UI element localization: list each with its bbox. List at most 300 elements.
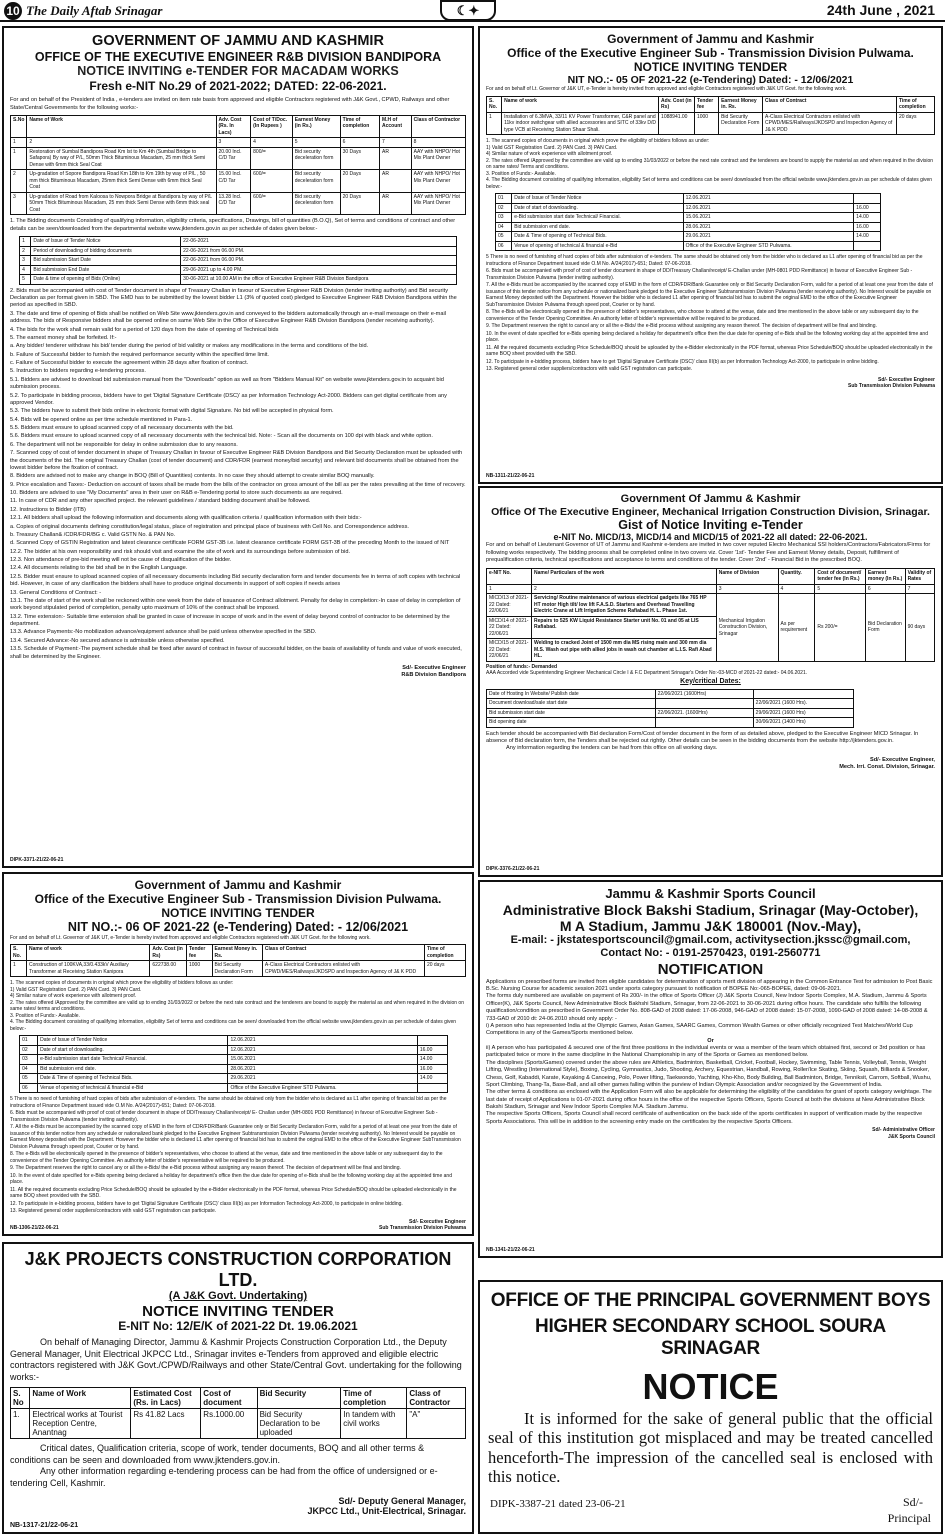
eligibility-item: 2. The rates offered /Approved by the committee are valid up to ending 31/03/2022 or before the next rate contract and the tenderers are bound to supply the material as and when required in the division on same rates/ terms and conditions. [10, 999, 464, 1013]
table-cell: AR [379, 147, 411, 170]
work-cell: Welding to cracked Joint of 1500 mm dia MS rising main and 300 mm dia M.S. Wash out pipe with allied jobs in wash out chamber at L.I.S. Rafi Abad HL. [532, 639, 717, 662]
table-cell: 2 [11, 170, 27, 193]
nit-number: NIT NO.:- 05 OF 2021-22 (e-Tendering) Dated: - 12/06/2021 [567, 74, 854, 87]
condition-item: 12. Instructions to Bidder (ITB) [10, 506, 86, 513]
condition-item: a. Any bidder/ tenderer withdraw his bid/ tender during the period of bid validity or makes any modifications in the terms and conditions of the bid. [10, 343, 369, 350]
column-number: 3 [216, 138, 251, 148]
condition-item: 7. All the e-Bids must be accompanied by the scanned copy of EMD in the form of CDR/FDR/Bank Guarantee only or Bid Security Declaration Form, valid for a period of at least one year from the date of issuance of this tender notice from any schedule or nationalized bank pledged to the Executive Engineer Subtransmission Division Pulwama (tender receiving authority). No Interest would be payable on Earnest Money deposited with the Department. However the bidder who is declared L1 after opening of financial bid has to submit the original EMD to the office of the Executive Engineer SubTransmission Division Pulwama through speed post, Courier or by hand. [486, 282, 933, 308]
condition-item: 5.3. The bidders have to submit their bids online in electronic format with digital Signature. No bid will be accepted in physical form. [10, 408, 334, 415]
condition-item: 13.2. Time extension:- Suitable time extension shall be granted in case of increase in scope of work and in the event of delay beyond control of contractor to be determined by the department. [10, 613, 450, 628]
column-header: Adv. Cost (in Rs) [150, 945, 187, 961]
table-cell: 1000 [694, 112, 718, 135]
condition-item: 13.1. The date of start of the work shall be reckoned within one week from the date of issuance of Contract allotment. Penalty for delay in completion:-In case of delay in completion of work beyond stipulated period of completion, penalty upto maximum of 10% of the contract shall be imposed. [10, 597, 461, 612]
column-header: S. No. [11, 945, 27, 961]
schedule-cell: Date of Issue of Tender Notice [512, 194, 683, 204]
enit-cell: MICD/13 of 2021-22 Dated: 22/06/21 [487, 594, 532, 617]
table-cell: 20 days [424, 961, 465, 977]
shared-cell: 90 days [905, 594, 934, 662]
notice-title: Government Of Jammu & Kashmir [620, 493, 801, 505]
table-cell: Rs 41.82 Lacs [131, 1408, 201, 1438]
key-date-cell: Bid submission start date [487, 708, 656, 718]
notice-school-seal [478, 1280, 943, 1534]
column-header: Name of Division [716, 568, 778, 584]
key-date-cell: Bid opening date [487, 718, 656, 728]
signature-office: JKPCC Ltd., Unit-Electrical, Srinagar. [307, 1505, 466, 1516]
notice-std-pulwama-05 [478, 26, 943, 484]
masthead-logo-icon: ☾✦ [440, 0, 496, 21]
schedule-cell: Date of Issue of Tender Notice [38, 1036, 228, 1046]
table-cell: Bid security deceleration form [292, 147, 340, 170]
schedule-cell: 12.06.2021 [683, 203, 854, 213]
condition-item: 5.4. Bids will be opened online as per time schedule mentioned in Para-1. [10, 416, 193, 423]
column-number: 1 [11, 138, 27, 148]
condition-item: 8. The e-Bids will be electronically opened in the presence of bidder's representatives, who choose to attend at the venue, date and time mentioned in the above table or any subsequent day to the convenience of the Tender Opening Committee. An authority letter of bidder's representative will be required to be produced. [486, 309, 919, 322]
schedule-table [495, 193, 881, 251]
notice-heading: Gist of Notice Inviting e-Tender [618, 517, 803, 532]
page-header [0, 0, 945, 22]
column-number: 4 [778, 584, 815, 594]
nit-number: NIT NO.:- 06 OF 2021-22 (e-Tendering) Dated: - 12/06/2021 [67, 920, 409, 935]
table-cell: Bid Security Declaration to be uploaded [257, 1408, 341, 1438]
table-row [11, 170, 466, 193]
condition-item: 8. Bidders are advised not to make any change in BOQ (Bill of Quantities) contents. In no case they should attempt to create similar BOQ manually. [10, 473, 375, 480]
schedule-cell: 30-06-2021 at 10.00 AM in the office of Executive Engineer R&B Division Bandipora [181, 275, 457, 285]
condition-item: b. Treasury Challan& /CDR/FDR/BG c. Valid GSTN No. & PAN No. [10, 531, 176, 538]
table-cell: 20 Days [340, 192, 379, 215]
table-cell: 622738.00 [150, 961, 187, 977]
column-header: Cost of document [201, 1387, 257, 1408]
key-date-cell: 22/06/2021 (1600Hrs) [655, 689, 753, 699]
notice-intro: For and on behalf of Lieutenant Governor of UT of Jammu and Kashmir e-tenders are invited in two cover reputed Electro Mechanical SSI holders/Contractors/Fabricators/Firms for following works respectively. The bidding process shall be completed online in two covers viz. Cover '1st'- Tender Fee and Earnest Money details, Deposit, fulfillment of prequalification criteria, technical specifications and acceptance to terms and conditions of the tender. Cover '2nd' - Financial Bid in the prescribed BOQ. [486, 542, 931, 564]
table-cell: 1 [487, 112, 502, 135]
condition-item: 7. Scanned copy of cost of tender document in shape of Treasury Challan in favour of Executive Engineer R&B Division Bandipora and Bid Security Declaration must be uploaded with the documents of the bid. The original Treasury Challan (cost of tender document) and CDR/FDR (earnest money/bid security) and relevant bid documents shall be obtained from the lowest bidder before the fixation of contract. [10, 450, 463, 471]
table-cell: 600/= [251, 170, 293, 193]
schedule-cell: 01 [495, 194, 511, 204]
schedule-cell [417, 1036, 447, 1046]
table-cell: 13.28 Incl. C/D Tar [216, 192, 251, 215]
table-cell: AR [379, 170, 411, 193]
table-cell: 30 Days [340, 147, 379, 170]
condition-item: 12.4. All documents relating to the bid shall be in the English Language. [10, 565, 188, 572]
table-cell: AR [379, 192, 411, 215]
table-cell: 1. [11, 1408, 30, 1438]
conditions-list [10, 288, 466, 661]
key-date-cell [753, 689, 854, 699]
condition-item: 2. Bids must be accompanied with cost of Tender document in shape of Treasury Challan in favour of Executive Engineer R&B Division (tender inviting authority) and Bid security Declaration as per format given in SBD. The EMD has to be submitted by the lowest bidder L1 (3% of quoted cost) pledged to Executive Engineer R&B Division Bandipora within the period as specified in SBD. [10, 287, 457, 309]
para-6: The other terms & conditions as enclosed with the Application Form will also be applicable for determining the eligibility of the candidates for grant of sports category weightage. The last date of receipt of Applications is 01-07-2021 during office hours in the office of the respective Sports Officers, Sports Council at both the divisions at New Administrative Block Bakshi Stadium, Srinagar and New Indoor Sports Complex M.A. Stadium Jammu. [486, 1089, 932, 1111]
table-cell: Electrical works at Tourist Reception Centre, Anantnag [30, 1408, 131, 1438]
school-title-2: HIGHER SECONDARY SCHOOL SOURA SRINAGAR [535, 1315, 886, 1359]
condition-item: 13. General Conditions of Contract: - [10, 589, 102, 596]
signature-office: Sub Transmission Division Pulwama [379, 1225, 466, 1232]
schedule-cell: 3 [20, 256, 31, 266]
schedule-cell [854, 194, 881, 204]
condition-item: 9. Price escalation and Taxes:- Deduction on account of taxes shall be made from the bills of the contractor on gross amount of the bill as per the rates prevailing at the time of recovery. [10, 481, 466, 488]
schedule-cell: 4 [20, 265, 31, 275]
notice-intro: For and on behalf of Lt. Governor of J&K UT, e-Tender is hereby invited from approved and eligible Contractors registered with J&K UT Govt. for the following work. [10, 934, 371, 941]
schedule-cell: 16.00 [417, 1045, 447, 1055]
column-number: 2 [532, 584, 717, 594]
schedule-cell: 12.06.2021 [683, 194, 854, 204]
table-cell: 3 [11, 192, 27, 215]
column-header: Class of Contract [262, 945, 424, 961]
table-cell: 800/= [251, 147, 293, 170]
schedule-cell: Period of downloading of bidding documents [31, 246, 181, 256]
reference-number: DIPK-3387-21 dated 23-06-21 [490, 1498, 626, 1510]
notice-heading: NOTICE [642, 1365, 779, 1407]
schedule-row [495, 213, 880, 223]
table-cell: 20.00 Incl. C/D Tar [216, 147, 251, 170]
info-para: Any other information regarding e-tendering process can be had from the office of undersigned or e-tendering Cell, Kashmir. [10, 1466, 438, 1488]
schedule-row [20, 256, 457, 266]
schedule-cell: Bid submission end date. [512, 222, 683, 232]
table-cell: A-Class Electrical Contractors enlisted with CPWD/MES/Railways/JKDSPD and Inspection Agency of J& K PDD [262, 961, 424, 977]
schedule-row [20, 1055, 448, 1065]
newspaper-name: The Daily Aftab Srinagar [26, 3, 163, 18]
table-cell: Restoration of Sumbal Bandipora Road Km Ist to Km 4th (Sumbal Bridge to Safapora) By way of P/L, 50mm Thick Bituminous Macadam, 25 mm thick Semi Dense with 6mm thick Seal Coat [27, 147, 216, 170]
schedule-row [20, 1036, 448, 1046]
signature-title: Sd/- Executive Engineer [409, 1218, 466, 1225]
table-cell: AAY with NHPO/ Hot Mix Plant Owner [411, 147, 465, 170]
para-5: The disciplines (Sports/Games) covered under the above rules are Athletics, Badminton, Basketball, Cricket, Football, Hockey, Swimming, Table Tennis, Volleyball, Tennis, Weight Lifting, Wrestling (International Style), Boxing, Cycling, Gymnastics, Judo, Shooting, Archery, Equestrian, Handball, Rowing, Roller/Ice Skating, Skiing, Squash, Billiards & Snooker, Chess, Golf, Kabaddi, Karate, Kayaking & Canoeing, Polo, Power lifting, Taekwondo, Yachting, Kho-Kho, Body Building, Ball Badminton, Bridge, Tenniksit, Carrom, Softball, Wushu, Sport Climbing, Thang-Ta, Base-Ball, and all other games falling within the purview of Indian Olympic Association and/or recognized by the Government of India. [486, 1059, 932, 1088]
condition-item: 5. The earnest money shall be forfeited. If:- [10, 334, 117, 341]
table-cell: 20 days [896, 112, 934, 135]
notice-office: OFFICE OF THE EXECUTIVE ENGINEER R&B DIVISION BANDIPORA [34, 49, 442, 64]
reference-number: NB-1317-21/22-06-21 [10, 1522, 79, 1529]
work-table [486, 96, 935, 136]
column-header: Class of Contractor [411, 115, 465, 138]
column-header: Validity of Rates [905, 568, 934, 584]
column-number: 1 [487, 584, 532, 594]
info-para: Any information regarding the tenders can be had from this office on all working days. [506, 745, 718, 752]
column-header: S. No [11, 1387, 30, 1408]
table-cell: Installation of 6.3MVA, 33/11 KV Power Transformer, C&R panel and 11kv indoor switchgear with allied accessories and SITC of 33kv D/D type VCB at Receiving Station Shaar Shali. [502, 112, 659, 135]
table-cell: 1088941.00 [659, 112, 695, 135]
signature-office: R&B Division Bandipora [401, 672, 466, 679]
eligibility-item: 3. Position of Funds:- Available. [486, 170, 556, 177]
conditions-list [486, 254, 935, 373]
column-number: 8 [411, 138, 465, 148]
work-table [10, 944, 466, 977]
table-cell: 1 [11, 147, 27, 170]
schedule-cell: 06 [495, 241, 511, 251]
column-header: Quantity. [778, 568, 815, 584]
condition-item: 5.1. Bidders are advised to download bid submission manual from the "Downloads" option as well as from "Bidders Manual Kit" on website www.jktenders.gov.in to acquaint bid submission process. [10, 376, 444, 391]
schedule-cell: 29.06.2021 [228, 1074, 417, 1084]
column-number: 7 [379, 138, 411, 148]
schedule-cell: Venue of opening of technical & financial e-Bid [38, 1083, 228, 1093]
key-dates-table [486, 689, 854, 728]
condition-item: 13. Registered general order suppliers/contractors with valid GST registration can participate. [10, 1208, 217, 1215]
enit-cell: MICD/15 of 2021-22 Dated: 22/06/21 [487, 639, 532, 662]
schedule-cell: 03 [20, 1055, 38, 1065]
schedule-cell: Bid submission Start Date [31, 256, 181, 266]
condition-item: 9. The Department reserves the right to cancel any or all the e-Bids/ the e-Bid process without assigning any reason thereof. The decision of department will be final and binding. [10, 1165, 401, 1172]
shared-cell: Bid Declaration Form [865, 594, 905, 662]
schedule-cell: e-Bid submission start date Technical/ Financial. [512, 213, 683, 223]
schedule-cell: Date & Time of opening of Technical Bids. [512, 232, 683, 242]
column-number: 5 [815, 584, 866, 594]
notice-heading: NOTICE INVITING TENDER [142, 1303, 334, 1321]
schedule-row [20, 1045, 448, 1055]
council-contact: Contact No: - 0191-2570423, 0191-2560771 [600, 946, 821, 959]
condition-item: 4. The bids for the work shall remain valid for a period of 120 days from the date of opening of Technical bids [10, 326, 279, 333]
schedule-cell: 04 [495, 222, 511, 232]
notice-body: It is informed for the sake of general public that the official seal of this institution got misplaced and may be treated cancelled henceforth-The impression of the cancelled seal is enclosed with this notice. [488, 1408, 933, 1487]
schedule-cell: 14.00 [854, 213, 881, 223]
eligibility-item: 1. The scanned copies of documents in original which prove the eligibility of bidders follows as under: [486, 138, 710, 145]
reference-number: NB-1306-21/22-06-21 [10, 1224, 59, 1231]
eligibility-item: 4. The Bidding document consisting of qualifying information, eligibility Set of terms and conditions can be seen/ downloaded from the official website www.jktenders.gov.in as per schedule of dates given below:- [10, 1019, 457, 1032]
schedule-cell: 28.06.2021 [228, 1064, 417, 1074]
column-header: S.No [11, 115, 27, 138]
condition-item: d. Scanned Copy of GSTIN Registration and latest clearance certificate FORM GST-3B i.e. latest clearance certificate FORM GST-3B of the preceding Month to the issued of NIT [10, 540, 450, 547]
signature-mark: Sd/- [902, 1495, 923, 1509]
column-header: Tender fee [186, 945, 212, 961]
reference-number: NB-1341-21/22-06-21 [486, 1246, 535, 1253]
schedule-cell: 05 [20, 1074, 38, 1084]
signature-office: J&K Sports Council [888, 1133, 935, 1140]
schedule-cell: 22-06-2021 from 06.00 PM. [181, 246, 457, 256]
eligibility-item: 1. The scanned copies of documents in original which prove the eligibility of bidders follows as under: [10, 980, 234, 987]
schedule-row [495, 241, 880, 251]
notice-intro: For and on behalf of Lt. Governor of J&K UT, e-Tender is hereby invited from approved and eligible Contractors registered with J&K UT Govt. for the following work. [486, 86, 847, 93]
schedule-cell: 14.00 [417, 1055, 447, 1065]
schedule-row [20, 265, 457, 275]
table-cell: AAY with NHPO/ Hot Mix Plant Owner [411, 170, 465, 193]
table-row [487, 594, 935, 617]
notice-heading: NOTICE INVITING e-TENDER FOR MACADAM WORKS [77, 64, 399, 79]
corporation-name: J&K PROJECTS CONSTRUCTION CORPORATION LTD. [24, 1249, 452, 1290]
column-header: Tender fee [694, 96, 718, 112]
column-header: S. No. [487, 96, 502, 112]
or-separator: Or [707, 1037, 714, 1044]
condition-item: 6. Bids must be accompanied with proof of cost of tender document in shape of DD/Treasury Challan/receipt/ E- Challan under (MH-0801 PDD Remittance) in favour of Executive Engineer Sub - Transmission Division Pulwama (tender inviting authority). [10, 1110, 438, 1123]
schedule-cell: 02 [20, 1045, 38, 1055]
schedule-cell: Date of start of downloading. [38, 1045, 228, 1055]
notice-heading: NOTICE INVITING TENDER [161, 905, 315, 920]
condition-item: 5.6. Bidders must ensure to upload scanned copy of all necessary documents with the technical bid. Note: - Scan all the documents on 100 dpi with black and white option. [10, 433, 433, 440]
notice-jkpcc [2, 1242, 474, 1534]
notice-sports-council [478, 880, 943, 1258]
table-cell: 600/= [251, 192, 293, 215]
key-date-cell [655, 718, 753, 728]
conditions-list [10, 1096, 466, 1215]
condition-item: 10. In the event of date specified for e-Bids opening being declared a holiday for department's office then the due date for opening of e-Bids shall be the following working day at the appointed time and place. [10, 1172, 452, 1186]
schedule-row [495, 232, 880, 242]
table-cell: 1 [11, 961, 27, 977]
condition-item: 12.5. Bidder must ensure to upload scanned copies of all necessary documents including Bid security declaration form and tender documents fee in terms of soft copies with technical bid. However, in case of any clarification the bidders shall have to produce original documents in support of soft copies if needs arises [10, 573, 461, 588]
schedule-row [20, 237, 457, 247]
council-address-2: M A Stadium, Jammu J&K 180001 (Nov.-May), [559, 918, 862, 935]
eligibility-item: 3. Position of Funds:- Available. [10, 1012, 80, 1019]
condition-item: a. Copies of original documents defining constitution/legal status, place of registration and principal place of business with Cell No. and Correspondence address. [10, 523, 409, 530]
condition-item: 11. All the required documents excluding Price Schedule/BOQ should be uploaded by the e-Bidder electronically in the PDF format, whereas Price Schedule/BOQ should be uploaded electronically in the same BOQ sheet provided with the SBD. [10, 1186, 457, 1200]
key-date-row [487, 689, 854, 699]
work-cell: Servicing/ Routine maintenance of various electrical gadgets like 765 HP HT motor High tilt/ low lift F.A.S.D. Starters and Overhead Travelling Electric Crane at Lift Irrigation Scheme Rafiabad H. L. Phase 1st. [532, 594, 717, 617]
enit-number: E-NIT No: 12/E/K of 2021-22 Dt. 19.06.2021 [118, 1319, 358, 1334]
schedule-cell: 12.06.2021 [228, 1036, 417, 1046]
notice-office: Office of the Executive Engineer Sub - Transmission Division Pulwama. [34, 891, 442, 906]
para-7: The respective Sports Officers, Sports Council shall record certificate of authentication on the back side of the sports certificates in support of verification made by the respective Sports Associations. This will be in addition to the screening entry made on the certificates by the respective Sports Officers. [486, 1111, 923, 1125]
notice-heading: NOTIFICATION [657, 961, 764, 979]
schedule-row [20, 1083, 448, 1093]
schedule-row [20, 1074, 448, 1084]
condition-item: 5.2. To participate in bidding process, bidders have to get 'Digital Signature Certificate (DSC)' as per Information Technology Act-2000. Bidders can get digital certificate from any approved Vendor. [10, 392, 447, 406]
condition-item: 11. All the required documents excluding Price Schedule/BOQ should be uploaded by the e-Bidder electronically in the PDF format, whereas Price Schedule/BOQ should be uploaded electronically in the same BOQ sheet provided with the SBD. [486, 344, 933, 358]
column-header: Earnest Money in. Rs. [212, 945, 262, 961]
column-number: 7 [905, 584, 934, 594]
condition-item: 5. Instruction to bidders regarding e-tendering process. [10, 368, 146, 375]
column-number: 6 [340, 138, 379, 148]
reference-number: DIPK-3376-21/22-06-21 [486, 865, 540, 872]
nit-number: e-NIT No. MICD/13, MICD/14 and MICD/15 of 2021-22 all dated: 22-06-2021. [553, 532, 868, 543]
condition-item: 12.3. Non attendance of pre-bid meeting will not be cause of disqualification of the bidder. [10, 557, 232, 564]
key-date-row [487, 699, 854, 709]
column-header: Time of completion [896, 96, 934, 112]
schedule-cell: 28.06.2021 [683, 222, 854, 232]
schedule-cell: 16.00 [854, 222, 881, 232]
enit-cell: MICD/14 of 2021-22 Dated: 22/06/21 [487, 616, 532, 639]
column-header: Class of Contract [763, 96, 897, 112]
bidding-docs-para: 1. The Bidding documents Consisting of qualifying information, eligibility criteria, specifications, Drawings, bill of quantities (B.O.Q), Set of terms and conditions of contract and other details can be seen/downloaded from the departmental website www.jktenders.gov.in as per schedule of dates given below:- [10, 218, 456, 232]
table-cell: Rs.1000.00 [201, 1408, 257, 1438]
notice-office: Office Of The Executive Engineer, Mechanical Irrigation Construction Division, Srinagar. [491, 505, 930, 518]
column-number: 4 [251, 138, 293, 148]
schedule-cell: Date & Time of opening of Technical Bids. [38, 1074, 228, 1084]
eligibility-item: 4) Similar nature of work experience with allotment proof. [10, 993, 137, 1000]
signature-office: Sub Transmission Division Pulwama [848, 383, 935, 390]
column-header: Earnest Money in. Rs. [719, 96, 763, 112]
schedule-cell: Bid submission End Date [31, 265, 181, 275]
condition-item: 13.3. Advance Payments:-No mobilization advance/equipment advance shall be paid unless otherwise specified in the SBD. [10, 629, 317, 636]
schedule-cell: Date of start of downloading. [512, 203, 683, 213]
schedule-cell: 16.00 [854, 203, 881, 213]
schedule-cell: 22-06-2021 [181, 237, 457, 247]
column-header: Time of completion [341, 1387, 407, 1408]
schedule-cell: e-Bid submission start date Technical/ Financial. [38, 1055, 228, 1065]
schedule-cell: Date of Issue of Tender Notice [31, 237, 181, 247]
table-cell: Bid Security Declaration Form [212, 961, 262, 977]
table-cell: Construction of 100KVA,33/0.433kV Auxiliary Transformer at Receiving Station Kanipora [27, 961, 150, 977]
condition-item: 13.4. Secured Advance:-No secured advance is admissible unless otherwise specified. [10, 637, 225, 644]
para-1: Applications on prescribed forms are invited from eligible candidates for determination of sports merit division of appearing in the Common Entrance Test for admission to Post Basic B.Sc. Nursing Course for academic session 2021 under sports category pursuant to notification of BOPEE No:-065-BOPEE, dated: 09-06-2021. [486, 978, 933, 993]
works-table [486, 568, 935, 662]
column-header: Cost of T/Doc. (In Rupees ) [251, 115, 293, 138]
condition-item: 5 There is no need of furnishing of hard copies of bids after submission of e-tenders. The same should be obtained only from the bidder who is declared as L1 after opening of financial bid as per the instructions of Finance Department issued vide O.M No. A/24(2017)-651; Dated: 07-06-2018. [10, 1096, 447, 1109]
notice-heading: NOTICE INVITING TENDER [633, 59, 788, 74]
eligibility-item: 1) Valid GST Registration Card. 2) PAN Card. 3) PAN Card. [486, 144, 618, 151]
column-header: Time of completion [340, 115, 379, 138]
key-dates-heading: Key/critical Dates: [680, 677, 741, 685]
work-cell: Repairs to 525 KW Liquid Resistance Starter unit No. 01 and 05 at LIS Rafiabad. [532, 616, 717, 639]
reference-number: NB-1311-21/22-06-21 [486, 472, 535, 479]
table-cell: Bid security deceleration form [292, 170, 340, 193]
table-cell: In tandem with civil works [341, 1408, 407, 1438]
table-cell: Bid Security Declaration Form [719, 112, 763, 135]
works-table [10, 115, 466, 216]
critical-dates-para: Critical dates, Qualification criteria, scope of work, tender documents, BOQ and all other terms & conditions can be seen and downloaded from www.jktenders.gov.in. [10, 1442, 425, 1465]
column-header: Name of Work [30, 1387, 131, 1408]
signature-office: Mech. Irri. Const. Division, Srinagar. [839, 764, 935, 771]
condition-item: 13.5. Schedule of Payment:-The payment schedule shall be fixed after award of contract in favour of successful bidder, on the basis of availability of funds and value of work executed, shall be determined by the Engineer. [10, 646, 462, 660]
para-2: The forms duly numbered are available on payment of Rs 200/- in the office of Sports Officer (J) J&K Sports Council, New Indoor Sports Complex, M.A. Stadium, Jammu & Sports Officer(K), J&K Sports Council, New Administrative Block Bakhshi Stadium, Srinagar, from 22-06-2021 to 30-06-2021 during office hours. The candidate who fulfills the following qualification/condition as prescribed in Government Order No. 808-GAD of 2008 dated: 17-06-2008, 946-GAD of 2008 dated: 15-07-2008, 1090-GAD of 2008 dated: 14-08-2008 & 733-GAD of 2010 dt: 24-06.2010 should only apply: - [486, 993, 928, 1022]
condition-item: 11. In case of CDR and any other specified project. the relevant guidelines / standard bidding document shall be followed. [10, 498, 311, 505]
shared-cell: Rs 200/= [815, 594, 866, 662]
condition-item: 3. The date and time of opening of Bids shall be notified on Web Site www.jktenders.gov.in and conveyed to the bidders automatically through an e-mail message on their e-mail address. The bids of Responsive bidders shall be opened online on same Web Site in the Office of Executive Engineer R&B Division Bandipora (tender receiving authority). [10, 310, 446, 325]
council-email: E-mail: - jkstatesportscouncil@gmail.com, activitysection.jkssc@gmail.com, [510, 934, 911, 947]
schedule-cell: Bid submission end date. [38, 1064, 228, 1074]
column-header: Name of work [502, 96, 659, 112]
table-row [11, 192, 466, 215]
column-header: Time of completion [424, 945, 465, 961]
table-cell: 1000 [186, 961, 212, 977]
schedule-cell [417, 1083, 447, 1093]
notice-rb-bandipora [2, 26, 474, 868]
table-cell: 20 Days [340, 170, 379, 193]
table-cell: AAY with NHPO/ Hot Mix Plant Owner [411, 192, 465, 215]
table-cell: A-Class Electrical Contractors enlisted with CPWD/MES/Railways/JKDSPD and Inspection Agency of J& K PDD [763, 112, 897, 135]
condition-item: 6. The department will not be responsible for delay in online submission due to any reasons. [10, 441, 238, 448]
key-date-cell [655, 699, 753, 709]
column-header: Adv. Cost (Rs. In Lacs) [216, 115, 251, 138]
key-date-row [487, 718, 854, 728]
para-3: i) A person who has represented India at the Olympic Games, Asian Games, SAARC Games, Common Wealth Games or other officially recognized Test Matches/World Cup Competitions in any of the Games/Sports mentioned below. [486, 1022, 913, 1037]
schedule-cell: 01 [20, 1036, 38, 1046]
signature-title: Sd/- Administrative Officer [872, 1127, 935, 1134]
condition-item: 5 There is no need of furnishing of hard copies of bids after submission of e-tenders. The same should be obtained only from the bidder who is declared as L1 after opening of financial bid as per the instructions of Finance Department issued vide O.M No. A/24(2017)-651; Dated: 07-06-2018. [486, 254, 923, 267]
schedule-row [20, 246, 457, 256]
column-header: Adv. Cost (in Rs) [659, 96, 695, 112]
schedule-cell: 06 [20, 1083, 38, 1093]
schedule-cell: 16.00 [417, 1064, 447, 1074]
column-number: 5 [292, 138, 340, 148]
schedule-cell: Date & time of opening of Bids (Online) [31, 275, 181, 285]
notice-micd-srinagar [478, 486, 943, 877]
enit-number: Fresh e-NIT No.29 of 2021-2022; DATED: 22-06-2021. [89, 79, 387, 94]
eligibility-list [486, 138, 935, 190]
schedule-cell: 15.06.2021 [683, 213, 854, 223]
column-header: M.H of Account [379, 115, 411, 138]
condition-item: 12. To participate in e-bidding process, bidders have to get 'Digital Signature Certificate (DSC)' class III(b) as per Information Technology Act-2000, to participate in online bidding. [10, 1200, 403, 1207]
column-number: 2 [27, 138, 216, 148]
column-header: Earnest Money (in Rs.) [292, 115, 340, 138]
signature-title: Sd/- Executive Engineer [878, 376, 935, 383]
condition-item: b. Failure of Successful bidder to furnish the required performance security within the specified time limit. [10, 351, 269, 358]
schedule-cell: 02 [495, 203, 511, 213]
condition-item: 12. To participate in e-bidding process, bidders have to get 'Digital Signature Certificate (DSC)' class III(b) as per Information Technology Act-2000, to participate in online bidding. [486, 358, 879, 365]
schedule-cell: 03 [495, 213, 511, 223]
key-date-row [487, 708, 854, 718]
schedule-cell: Office of the Executive Engineer STD Pulwama. [228, 1083, 417, 1093]
work-table [10, 1387, 466, 1439]
table-cell: Bid security deceleration form [292, 192, 340, 215]
eligibility-item: 1) Valid GST Registration Card. 2) PAN Card. 3) PAN Card. [10, 986, 142, 993]
schedule-cell: 1 [20, 237, 31, 247]
corporation-subtitle: (A J&K Govt. Undertaking) [168, 1290, 308, 1303]
key-date-cell: 29/06/2021 (1600 Hrs) [753, 708, 854, 718]
table-row [11, 147, 466, 170]
column-header: Name of work [27, 945, 150, 961]
schedule-cell: 05 [495, 232, 511, 242]
key-date-cell: 30/06/2021 (1400 Hrs) [753, 718, 854, 728]
schedule-cell: Office of the Executive Engineer STD Pulwama. [683, 241, 854, 251]
notice-office: Office of the Executive Engineer Sub - Transmission Division Pulwama. [507, 45, 914, 60]
condition-item: 12.1. All bidders shall upload the following information and documents along with qualification criteria / qualification information with their bids:- [10, 515, 362, 522]
eligibility-item: 4) Similar nature of work experience with allotment proof. [486, 151, 613, 158]
column-header: Estimated Cost (Rs. in Lacs) [131, 1387, 201, 1408]
tender-para: Each tender should be accompanied with Bid declaration Form/Cost of tender document in the form of as detailed above, pledged to the Executive Engineer MICD Srinagar. In absence of Bid declaration form, the Tenders shall be rejected out rightly. Other details can be seen in the bidding documents from the website http://jktenders.gov.in. [486, 730, 919, 745]
